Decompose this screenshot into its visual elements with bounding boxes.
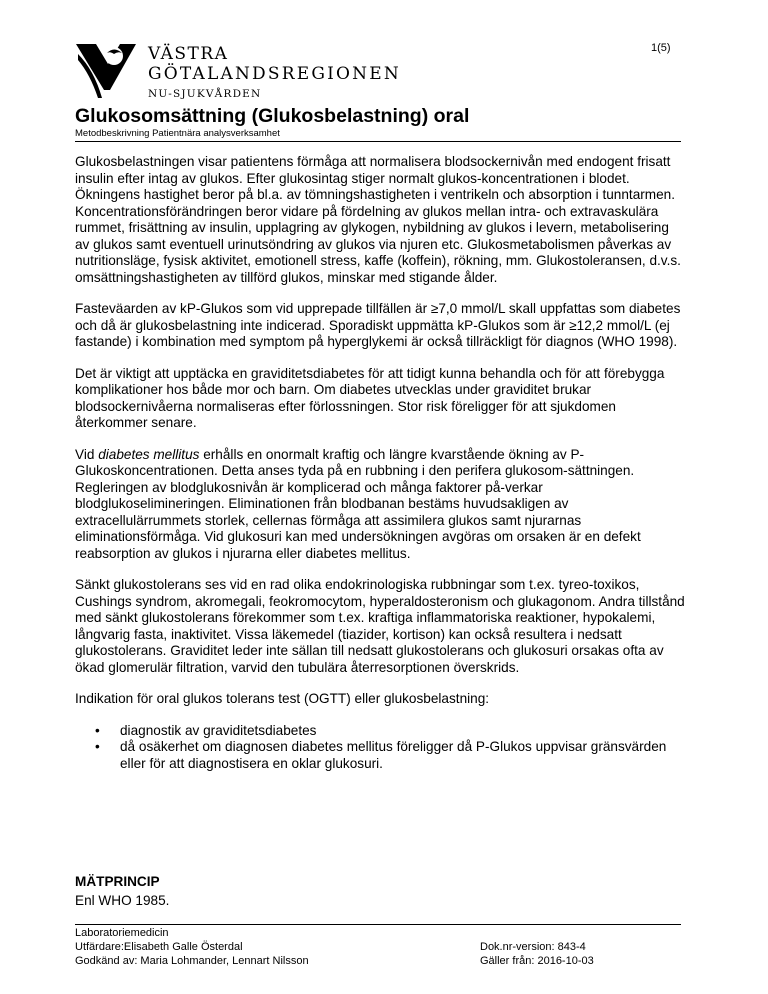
page-number: 1(5) [651,42,671,54]
footer-issuer: Utfärdare:Elisabeth Galle Österdal [75,941,243,953]
p4-rest: erhålls en onormalt kraftig och längre kvarstående ökning av P-Glukoskoncentrationen. Detta anses tyda på en rubbning i den perifera glukosom-sättningen. Regleringen av blodglukosnivån är komplicerad och många faktorer på-verkar blodglukoselimineringen. Eliminationen från blodbanan bestäms huvudsakligen av extracellulärrummets storlek, cellernas förmåga att assimilera glukos samt njurarnas eliminationsförmåga. Vid glukosuri kan med undersökningen avgöras om orsaken är en defekt reabsorption av glukos i njurarna eller diabetes mellitus. [75,446,641,561]
paragraph-fasting-values: Fasteväarden av kP-Glukos som vid upprepade tillfällen är ≥7,0 mmol/L skall uppfattas som diabetes och då är glukosbelastning inte indicerad. Sporadiskt uppmätta kP-Glukos som är ≥12,2 mmol/L (ej fastande) i kombination med symptom på hyperglykemi är också tillräckligt för diagnos (WHO 1998). [75,301,681,349]
list-item [75,723,685,740]
logo-text-line3: NU-SJUKVÅRDEN [148,88,262,100]
footer-approved: Godkänd av: Maria Lohmander, Lennart Nilsson [75,955,309,967]
bullet-icon: • [95,722,100,738]
footer-divider [75,924,681,925]
document-body [75,154,685,772]
list-item-text: då osäkerhet om diagnosen diabetes mellitus föreligger då P-Glukos uppvisar gränsvärden eller för att diagnostisera en oklar glukosuri. [120,739,667,771]
header-divider [75,141,681,142]
indication-list [75,723,685,773]
document-subtitle: Metodbeskrivning Patientnära analysverksamhet [75,128,280,139]
document-title: Glukosomsättning (Glukosbelastning) oral [75,105,470,127]
p4-italic-term: diabetes mellitus [98,446,200,462]
footer-left [75,926,309,968]
paragraph-introduction: Glukosbelastningen visar patientens förmåga att normalisera blodsockernivån med endogent frisatt insulin efter intag av glukos. Efter glukosintag stiger normalt glukos-koncentrationen i blodet. Ökningens hastighet beror på bl.a. av tömningshastigheten i ventrikeln och absorption i tunntarmen. Koncentrationsförändringen beror vidare på fördelning av glukos mellan intra- och extravaskulära rummet, frisättning av insulin, upplagring av glykogen, nybildning av glukos i levern, metabolisering av glukos samt eventuell urinutsöndring av glukos via njuren etc. Glukosmetabolismen påverkas av nutritionsläge, fysisk aktivitet, emotionell stress, kaffe (koffein), rökning, mm. Glukostoleransen, d.v.s. omsättningshastigheten av tillförd glukos, minskar med stigande ålder. [75,154,681,285]
footer-right [480,940,594,968]
logo-text-line1: VÄSTRA [148,44,229,64]
list-item-text: diagnostik av graviditetsdiabetes [120,722,317,738]
paragraph-gestational-diabetes: Det är viktigt att upptäcka en graviditetsdiabetes för att tidigt kunna behandla och för att förebygga komplikationer hos både mor och barn. Om diabetes utvecklas under graviditet brukar blodsockernivåerna normaliseras efter förlossningen. Stor risk föreligger för att sjukdomen återkommer senare. [75,365,665,430]
footer-valid-from: Gäller från: 2016-10-03 [480,955,594,967]
vgr-logo-icon [74,40,138,104]
p4-prefix: Vid [75,446,99,462]
paragraph-diabetes-mellitus [75,447,685,563]
section-heading: MÄTPRINCIP [75,874,160,889]
organization-logo [74,40,401,110]
paragraph-indication: Indikation för oral glukos tolerans test (OGTT) eller glukosbelastning: [75,691,490,706]
section-text: Enl WHO 1985. [75,893,170,908]
bullet-icon: • [95,739,100,754]
footer-doc-version: Dok.nr-version: 843-4 [480,941,586,953]
list-item [75,739,685,772]
footer-department: Laboratoriemedicin [75,927,169,939]
paragraph-reduced-tolerance: Sänkt glukostolerans ses vid en rad olika endokrinologiska rubbningar som t.ex. tyreo-toxikos, Cushings syndrom, akromegali, feokromocytom, hyperaldosteronism och glukagonom. Andra tillstånd med sänkt glukostolerans förekommer som t.ex. kraftiga inflammatoriska reaktioner, hypokalemi, långvarig fasta, inaktivitet. Vissa läkemedel (tiazider, kortison) kan också resultera i nedsatt glukostolerans. Graviditet leder inte sällan till nedsatt glukostolerans och glukosuri orsakas ofta av ökad glomerulär filtration, varvid den tubulära återresorptionen överskrids. [75,577,685,675]
logo-text-line2: GÖTALANDSREGIONEN [148,64,401,84]
